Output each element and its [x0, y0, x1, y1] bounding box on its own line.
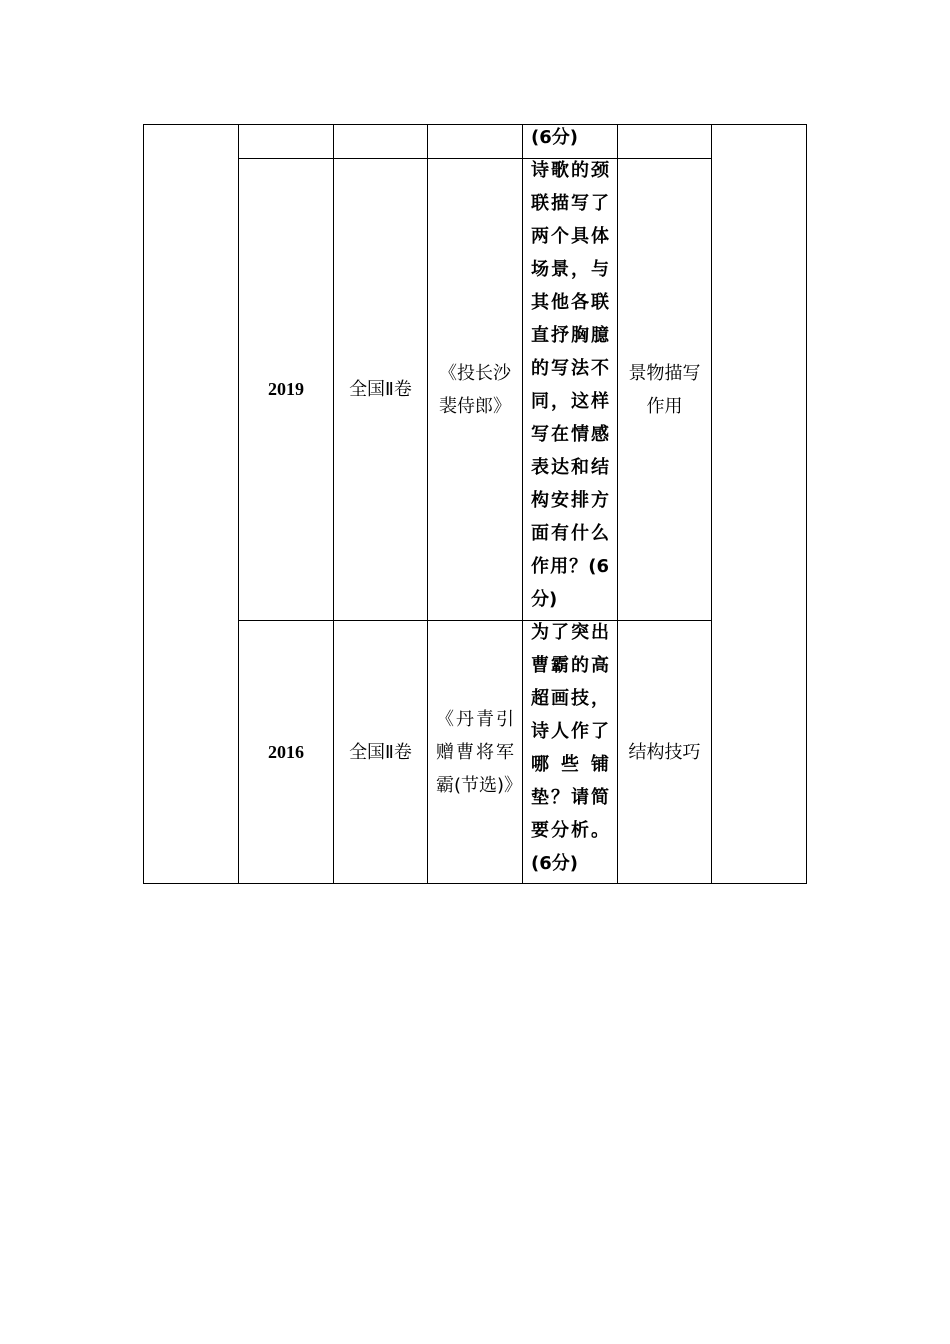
question-cell-continued: (6分) — [531, 127, 578, 148]
exam-question-table — [143, 124, 807, 884]
year-cell: 2016 — [268, 741, 304, 762]
table-border-left — [143, 124, 144, 884]
table-border-right — [806, 124, 807, 884]
table-border-top — [143, 124, 807, 125]
column-divider — [711, 124, 712, 884]
focus-cell: 景物描写作用 — [628, 362, 701, 417]
year-cell: 2019 — [268, 379, 304, 399]
column-divider — [522, 124, 523, 884]
table-border-bottom — [143, 883, 807, 884]
poem-cell: 《丹青引赠曹将军霸(节选)》 — [436, 708, 523, 796]
question-cell: 为了突出曹霸的高超画技，诗人作了哪些铺垫？请简要分析。(6分) — [531, 622, 609, 874]
question-cell: 诗歌的颈联描写了两个具体场景，与其他各联直抒胸臆的写法不同，这样写在情感表达和结构安排方面有什么作用？(6分) — [531, 160, 609, 610]
exam-cell: 全国Ⅱ卷 — [349, 741, 412, 763]
exam-cell: 全国Ⅱ卷 — [349, 379, 412, 400]
poem-cell: 《投长沙裴侍郎》 — [439, 362, 511, 417]
focus-cell: 结构技巧 — [628, 741, 701, 763]
